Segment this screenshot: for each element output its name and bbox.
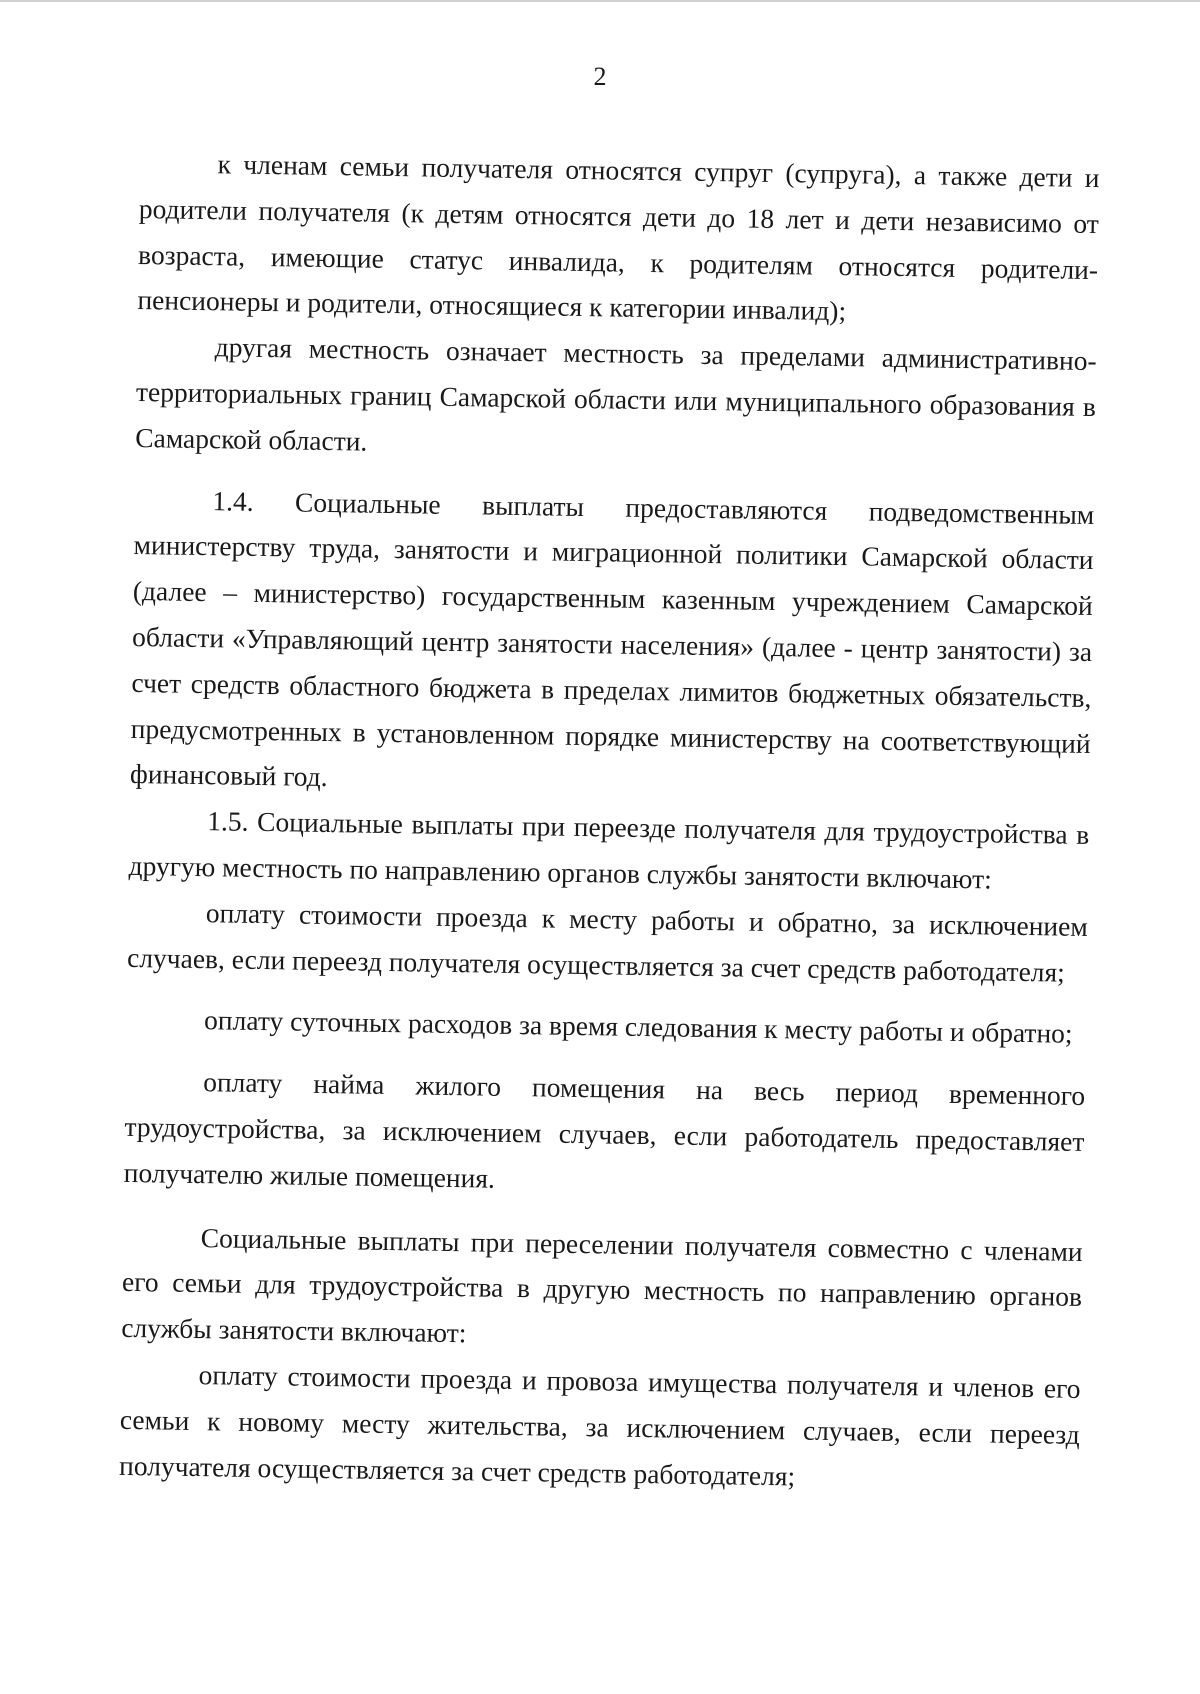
paragraph-housing-rent: оплату найма жилого помещения на весь период временного трудоустройства, за исключением случаев, если работодатель предоставляет получателю жилые помещения. <box>123 1066 1086 1194</box>
paragraph-travel-payment: оплату стоимости проезда к месту работы и обратно, за исключением случаев, если переезд получателя осуществляется за счет средств работодателя; <box>126 896 1089 988</box>
paragraph-family-members: к членам семьи получателя относятся супруг (супруга), а также дети и родители получателя (к детям относятся дети до 18 лет и дети независимо от возраста, имеющие статус инвалида, к родителям относятся родители-пенсионеры и родители, относящиеся к категории инвалид); <box>137 148 1100 327</box>
paragraph-property-transport: оплату стоимости проезда и провоза имущества получателя и членов его семьи к новому месту жительства, за исключением случаев, если переезд получателя осуществляется за счет средств работодателя; <box>118 1358 1081 1491</box>
paragraph-clause-1-5: 1.5. Социальные выплаты при переезде получателя для трудоустройства в другую местность по направлению органов службы занятости включают: <box>128 805 1090 895</box>
scan-top-edge <box>0 0 1200 2</box>
document-body <box>119 140 1100 1503</box>
page-number: 2 <box>593 62 607 91</box>
paragraph-daily-expenses: оплату суточных расходов за время следования к месту работы и обратно; <box>203 1004 1073 1050</box>
paragraph-relocation-with-family: Социальные выплаты при переселении получателя совместно с членами его семьи для трудоустройства в другую местность по направлению органов службы занятости включают: <box>121 1221 1083 1349</box>
paragraph-clause-1-4: 1.4. Социальные выплаты предоставляются подведомственным министерству труда, занятости и миграционной политики Самарской области (далее – министерство) государственным казенным учреждением Самарской области «Управляющий центр занятости населения» (далее - центр занятости) за счет средств областного бюджета в пределах лимитов бюджетных обязательств, предусмотренных в установленном порядке министерству на соответствующий финансовый год. <box>129 484 1095 793</box>
paragraph-other-locality: другая местность означает местность за пределами административно-территориальных границ Самарской области или муниципального образования в Самарской области. <box>135 331 1097 457</box>
